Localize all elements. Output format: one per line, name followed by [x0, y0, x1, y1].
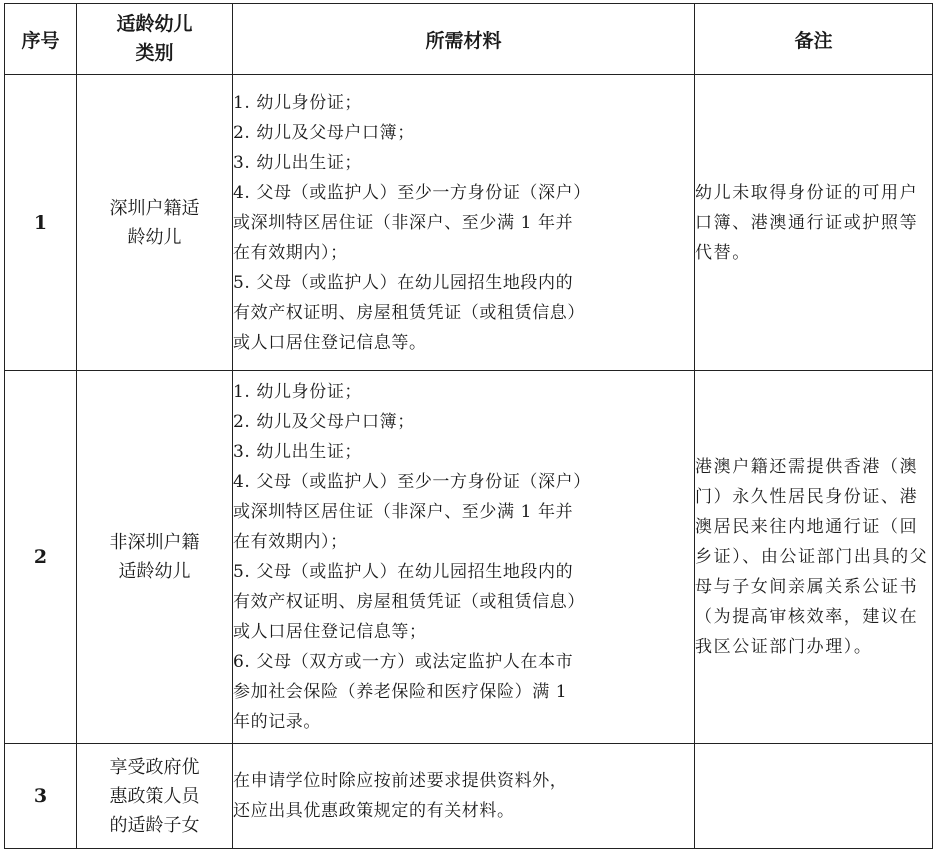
- material-line: 或人口居住登记信息等。: [233, 332, 427, 353]
- material-line: 有效产权证明、房屋租赁凭证（或租赁信息）: [233, 302, 585, 323]
- material-line: 1. 幼儿身份证；: [233, 92, 363, 113]
- material-line: 1. 幼儿身份证；: [233, 382, 363, 402]
- row-note: [695, 75, 933, 371]
- material-line: 3. 幼儿出生证；: [233, 152, 363, 173]
- category-line: 享受政府优: [109, 756, 200, 778]
- category-line: 非深圳户籍: [109, 532, 200, 553]
- note-text: 幼儿未取得身份证的可用户口簿、港澳通行证或护照等代替。: [695, 182, 919, 263]
- header-notes: 备注: [695, 4, 933, 75]
- material-line: 6. 父母（双方或一方）或法定监护人在本市: [233, 652, 574, 672]
- row-materials: [233, 744, 695, 849]
- table-row: [5, 744, 933, 849]
- material-line: 2. 幼儿及父母户口簿；: [233, 412, 415, 432]
- material-line: 有效产权证明、房屋租赁凭证（或租赁信息）: [233, 592, 585, 612]
- category-line: 龄幼儿: [127, 226, 182, 248]
- category-line: 适龄幼儿: [118, 561, 191, 582]
- material-line: 4. 父母（或监护人）至少一方身份证（深户）: [233, 472, 591, 492]
- requirements-table: [4, 3, 933, 849]
- category-line: 深圳户籍适: [109, 197, 200, 219]
- header-category-line: 适龄幼儿: [116, 13, 193, 35]
- material-line: 或深圳特区居住证（非深户、至少满 1 年并: [233, 502, 574, 522]
- table-row: [5, 371, 933, 744]
- material-line: 参加社会保险（养老保险和医疗保险）满 1: [233, 682, 568, 702]
- header-category: [77, 4, 233, 75]
- category-line: 惠政策人员: [109, 785, 200, 807]
- note-text: 港澳户籍还需提供香港（澳门）永久性居民身份证、港澳居民来往内地通行证（回乡证）、由公证部门出具的父母与子女间亲属关系公证书（为提高审核效率，建议在我区公证部门办理）。: [695, 457, 929, 657]
- category-line: 的适龄子女: [109, 814, 200, 836]
- row-category: [77, 371, 233, 744]
- material-line: 5. 父母（或监护人）在幼儿园招生地段内的: [233, 272, 574, 293]
- material-line: 或深圳特区居住证（非深户、至少满 1 年并: [233, 212, 574, 233]
- row-index: 1: [5, 75, 77, 371]
- row-category: [77, 744, 233, 849]
- material-line: 3. 幼儿出生证；: [233, 442, 363, 462]
- material-line: 还应出具优惠政策规定的有关材料。: [233, 801, 515, 821]
- material-line: 在申请学位时除应按前述要求提供资料外，: [233, 771, 568, 791]
- material-line: 在有效期内）；: [233, 242, 348, 263]
- material-line: 4. 父母（或监护人）至少一方身份证（深户）: [233, 182, 591, 203]
- material-line: 2. 幼儿及父母户口簿；: [233, 122, 415, 143]
- header-materials: 所需材料: [233, 4, 695, 75]
- material-line: 在有效期内）；: [233, 532, 348, 552]
- row-materials: [233, 371, 695, 744]
- material-line: 年的记录。: [233, 712, 321, 732]
- row-category: [77, 75, 233, 371]
- header-category-line: 类别: [135, 42, 174, 64]
- table-row: [5, 75, 933, 371]
- row-materials: [233, 75, 695, 371]
- material-line: 5. 父母（或监护人）在幼儿园招生地段内的: [233, 562, 574, 582]
- row-note: [695, 744, 933, 849]
- row-index: 3: [5, 744, 77, 849]
- header-row: [5, 4, 933, 75]
- header-index: 序号: [5, 4, 77, 75]
- material-line: 或人口居住登记信息等；: [233, 622, 427, 642]
- row-index: 2: [5, 371, 77, 744]
- row-note: [695, 371, 933, 744]
